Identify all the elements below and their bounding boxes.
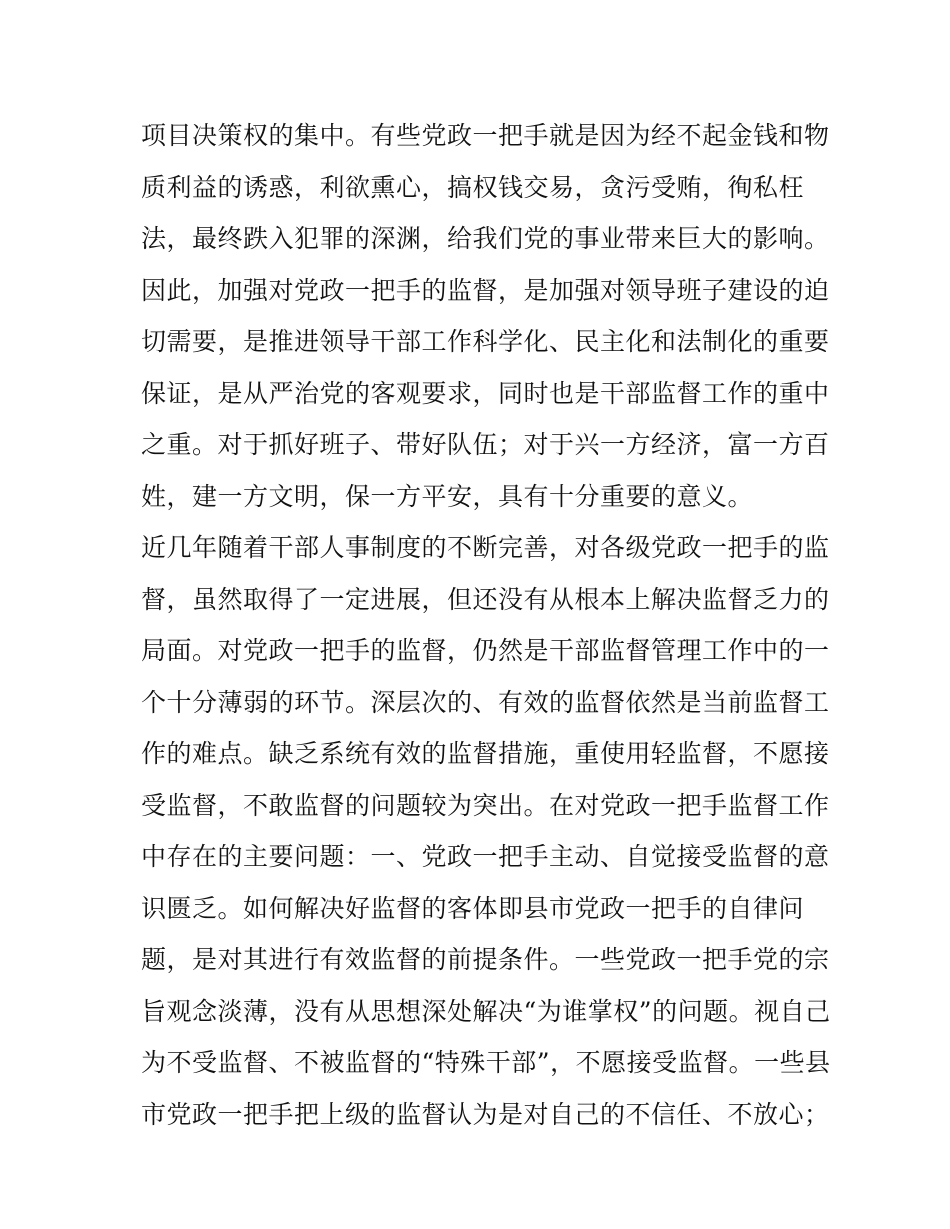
text-line: 切需要，是推进领导干部工作科学化、民主化和法制化的重要 bbox=[141, 327, 830, 356]
text-line: 受监督，不敢监督的问题较为突出。在对党政一把手监督工作 bbox=[141, 790, 830, 820]
text-line: 作的难点。缺乏系统有效的监督措施，重使用轻监督，不愿接 bbox=[141, 739, 830, 768]
text-line: 项目决策权的集中。有些党政一把手就是因为经不起金钱和物 bbox=[141, 121, 830, 150]
text-line: 督，虽然取得了一定进展，但还没有从根本上解决监督乏力的 bbox=[141, 584, 830, 614]
text-line: 市党政一把手把上级的监督认为是对自己的不信任、不放心； bbox=[141, 1099, 830, 1129]
text-line: 个十分薄弱的环节。深层次的、有效的监督依然是当前监督工 bbox=[141, 687, 830, 717]
text-line: 质利益的诱惑，利欲熏心，搞权钱交易，贪污受贿，徇私枉 bbox=[141, 172, 805, 202]
text-line: 为不受监督、不被监督的“特殊干部”，不愿接受监督。一些县 bbox=[141, 1048, 831, 1077]
text-line: 题，是对其进行有效监督的前提条件。一些党政一把手党的宗 bbox=[141, 945, 830, 974]
text-line: 法，最终跌入犯罪的深渊，给我们党的事业带来巨大的影响。 bbox=[141, 224, 830, 253]
text-line: 保证，是从严治党的客观要求，同时也是干部监督工作的重中 bbox=[141, 378, 830, 408]
text-line: 姓，建一方文明，保一方平安，具有十分重要的意义。 bbox=[141, 481, 754, 511]
text-line: 局面。对党政一把手的监督，仍然是干部监督管理工作中的一 bbox=[141, 636, 830, 665]
text-line: 之重。对于抓好班子、带好队伍；对于兴一方经济，富一方百 bbox=[141, 430, 830, 459]
text-line: 近几年随着干部人事制度的不断完善，对各级党政一把手的监 bbox=[141, 533, 830, 562]
text-line: 识匮乏。如何解决好监督的客体即县市党政一把手的自律问 bbox=[141, 893, 805, 923]
body-text bbox=[141, 110, 831, 1140]
text-line: 中存在的主要问题：一、党政一把手主动、自觉接受监督的意 bbox=[141, 842, 830, 871]
text-line: 旨观念淡薄，没有从思想深处解决“为谁掌权”的问题。视自己 bbox=[141, 996, 831, 1026]
text-line: 因此，加强对党政一把手的监督，是加强对领导班子建设的迫 bbox=[141, 275, 830, 305]
